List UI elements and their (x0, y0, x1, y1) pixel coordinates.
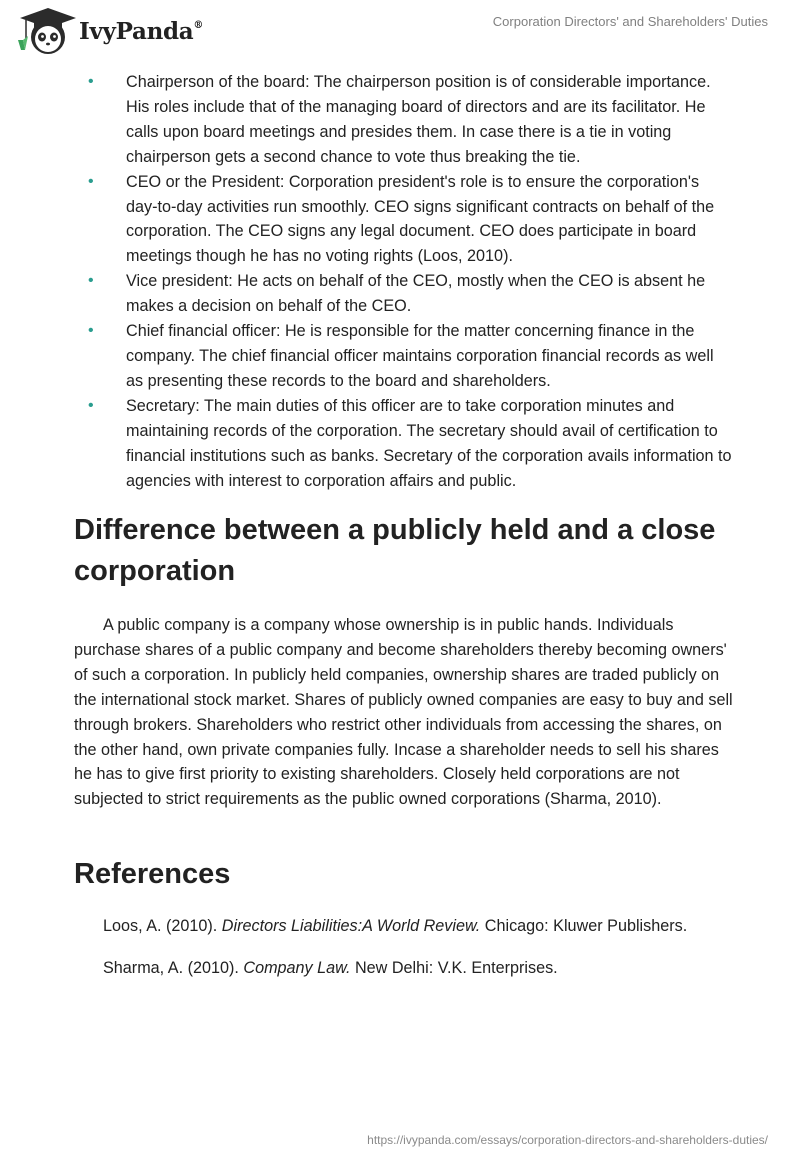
reference-title: Directors Liabilities:A World Review. (221, 917, 481, 935)
document-title: Corporation Directors' and Shareholders' Duties (492, 14, 768, 29)
list-item (74, 70, 734, 170)
bullet-icon: • (88, 172, 94, 190)
page-header (0, 0, 800, 60)
list-item-text: Vice president: He acts on behalf of the CEO, mostly when the CEO is absent he makes a decision on behalf of the CEO. (126, 272, 706, 316)
reference-item (103, 914, 687, 938)
officer-roles-list (74, 70, 734, 493)
list-item-text: Chairperson of the board: The chairperson position is of considerable importance. His roles include that of the managing board of directors and are its facilitator. He calls upon board meetings and presides them. In case there is a tie in voting chairperson gets a second chance to vote thus breaking the tie. (126, 73, 711, 166)
list-item-text: Chief financial officer: He is responsible for the matter concerning finance in the company. The chief financial officer maintains corporation financial records as well as presenting these records to the board and shareholders. (126, 322, 714, 390)
panda-graduate-logo-icon (14, 6, 78, 58)
section-paragraph: A public company is a company whose ownership is in public hands. Individuals purchase shares of a public company and become shareholders thereby becoming owners' of such a corporation. In publicly held companies, ownership shares are traded publicly on the international stock market. Shares of publicly owned companies are easy to buy and sell through brokers. Shareholders who restrict other individuals from accessing the shares, on the other hand, own private companies fully. Incase a shareholder needs to sell his shares he has to give first priority to existing shareholders. Closely held corporations are not subjected to strict requirements as the public owned corporations (Sharma, 2010). (74, 616, 733, 809)
section-heading: Difference between a publicly held and a close corporation (74, 514, 716, 587)
bullet-icon: • (88, 396, 94, 414)
reference-author: Sharma, A. (2010). (103, 959, 244, 977)
list-item (74, 394, 734, 494)
bullet-icon: • (88, 73, 94, 90)
bullet-icon: • (88, 322, 94, 340)
brand-name (79, 18, 203, 45)
list-item (74, 269, 734, 319)
list-item-text: Secretary: The main duties of this officer are to take corporation minutes and maintaining records of the corporation. The secretary should avail of certification to financial institutions such as banks. Secretary of the corporation avails information to agencies with interest to corporation affairs and public. (126, 396, 732, 490)
reference-item (103, 956, 558, 980)
list-item (74, 319, 734, 394)
bullet-icon: • (88, 272, 94, 290)
list-item-text: CEO or the President: Corporation president's role is to ensure the corporation's day-to-day activities run smoothly. CEO signs significant contracts on behalf of the corporation. The CEO signs any legal document. CEO does participate in board meetings though he has no voting rights (Loos, 2010). (126, 172, 715, 266)
registered-mark: ® (193, 20, 204, 32)
source-url: https://ivypanda.com/essays/corporation-directors-and-shareholders-duties/ (367, 1133, 768, 1147)
reference-publisher: Chicago: Kluwer Publishers. (480, 917, 688, 935)
references-heading: References (74, 858, 231, 890)
list-item (74, 170, 734, 270)
reference-author: Loos, A. (2010). (103, 917, 222, 935)
reference-title: Company Law. (243, 959, 351, 977)
reference-publisher: New Delhi: V.K. Enterprises. (350, 959, 558, 977)
brand-text: IvyPanda (79, 18, 194, 45)
